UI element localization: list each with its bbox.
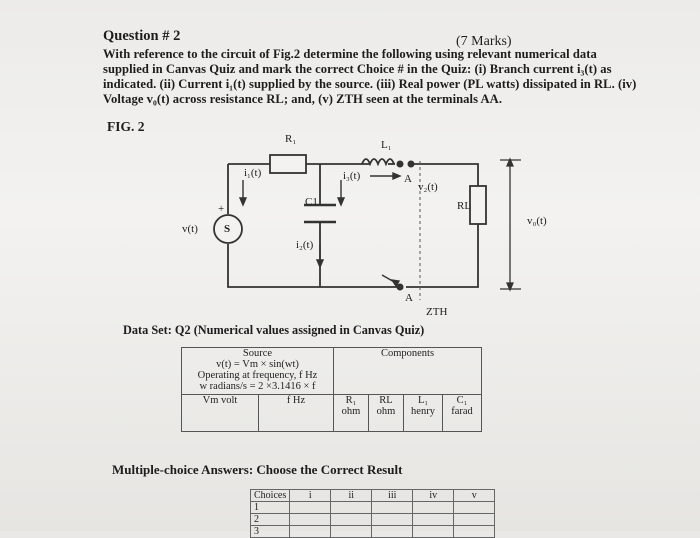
question-text-line-2: supplied in Canvas Quiz and mark the correct Choice # in the Quiz: (i) Branch current i₃(t) as <box>103 62 612 76</box>
label-vt: v(t) <box>182 223 198 235</box>
label-i2: i₂(t) <box>296 239 314 251</box>
label-plus: + <box>218 203 225 215</box>
mc-row-3: 3 <box>251 526 290 538</box>
arrow-to-a-head <box>393 173 400 179</box>
question-text-line-4: Voltage v₀(t) across resistance RL; and, (v) ZTH seen at the terminals AA. <box>103 92 503 106</box>
mc-title: Multiple-choice Answers: Choose the Correct Result <box>112 462 403 477</box>
mc-header-choices: Choices <box>251 490 290 502</box>
mc-header-i: i <box>290 490 331 502</box>
arrow-i3-head <box>338 198 344 205</box>
figure-label: FIG. 2 <box>107 119 145 134</box>
question-marks: (7 Marks) <box>456 34 512 49</box>
dataset-title: Data Set: Q2 (Numerical values assigned in Canvas Quiz) <box>123 323 425 337</box>
question-title: Question # 2 <box>103 28 181 44</box>
mc-header-iii: iii <box>372 490 413 502</box>
col-rl: RL ohm <box>369 395 404 432</box>
resistor-r1 <box>270 155 306 173</box>
label-vo: v₀(t) <box>527 215 547 227</box>
terminal-dot-top <box>397 161 404 168</box>
col-r1: R₁ ohm <box>334 395 369 432</box>
mc-row-2: 2 <box>251 514 290 526</box>
wire-right-bottom <box>406 224 478 287</box>
resistor-rl <box>470 186 486 224</box>
label-rl: RL <box>457 200 472 212</box>
mc-header-ii: ii <box>331 490 372 502</box>
label-v2: v₂(t) <box>418 181 438 193</box>
col-c1: C₁ farad <box>443 395 482 432</box>
label-s: S <box>224 223 231 235</box>
mc-header-v: v <box>454 490 495 502</box>
mc-header-iv: iv <box>413 490 454 502</box>
label-l1: L₁ <box>381 139 392 151</box>
label-i3: i₃(t) <box>343 170 361 182</box>
label-r1: R₁ <box>285 133 297 145</box>
label-i1: i₁(t) <box>244 167 262 179</box>
question-text-line-1: With reference to the circuit of Fig.2 determine the following using relevant numerical data <box>103 47 597 61</box>
wire-bottom-left <box>228 244 400 287</box>
terminal-dot-top-2 <box>408 161 415 168</box>
label-a-bottom: A <box>405 292 413 304</box>
components-header-cell: Components <box>334 348 482 395</box>
arrow-i1-head <box>240 198 246 205</box>
label-c1: C1 <box>305 196 318 208</box>
col-l1: L₁ henry <box>404 395 443 432</box>
label-a-top: A <box>404 173 412 185</box>
arrow-i2-head <box>317 260 323 267</box>
col-f: f Hz <box>259 395 334 432</box>
dataset-table <box>181 347 482 432</box>
col-vm: Vm volt <box>182 395 259 432</box>
question-text-line-3: indicated. (ii) Current i₁(t) supplied by the source. (iii) Real power (PL watts) dissipated in RL. (iv) <box>103 77 637 91</box>
label-zth: ZTH <box>426 306 448 318</box>
source-header-cell: Source v(t) = Vm × sin(wt) Operating at frequency, f Hz w radians/s = 2 ×3.1416 × f <box>182 348 334 395</box>
mc-row-1: 1 <box>251 502 290 514</box>
